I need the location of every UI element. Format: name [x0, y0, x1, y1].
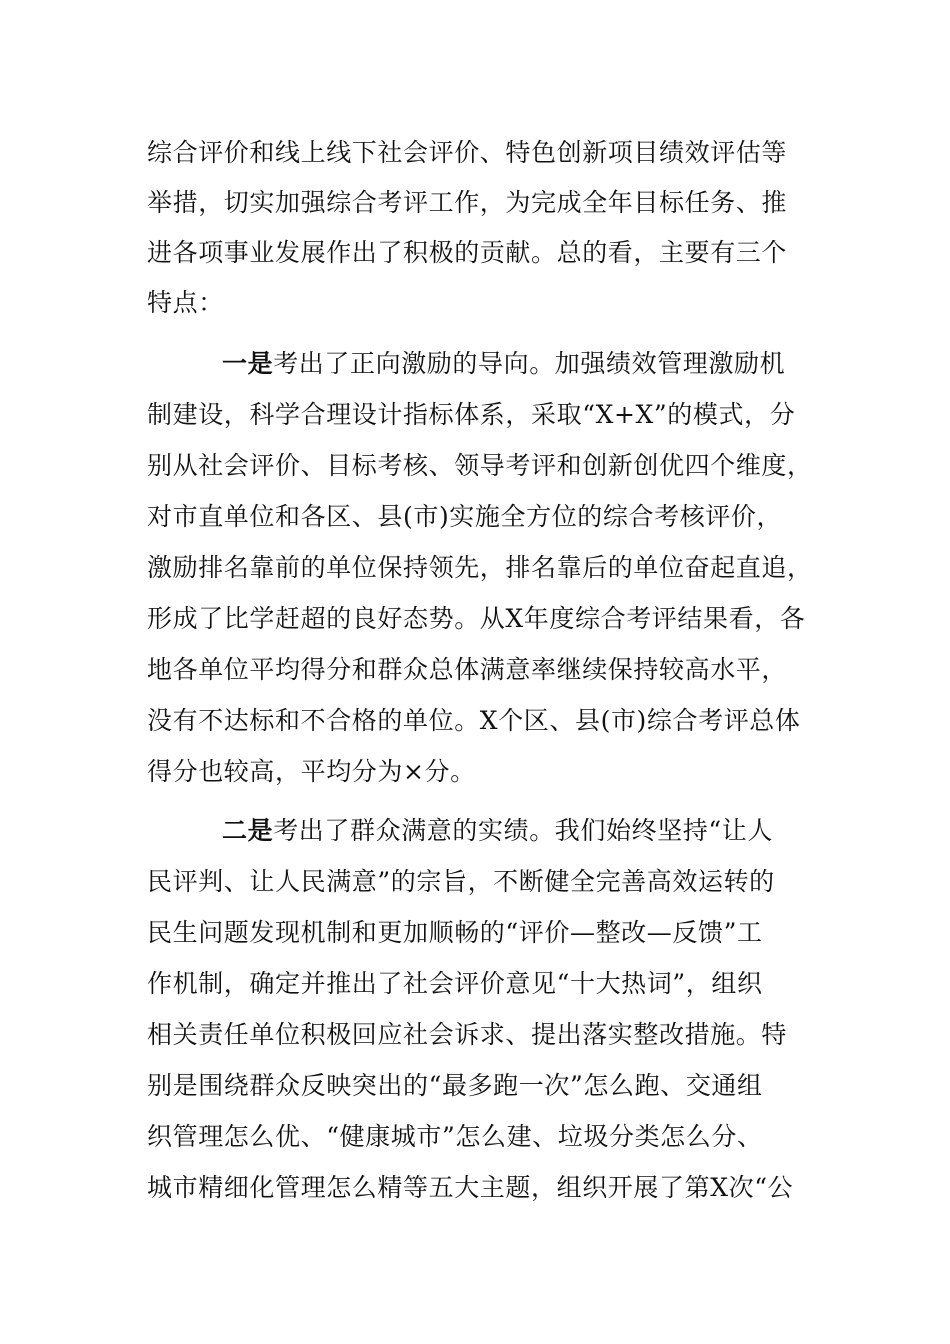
- paragraph-2-line-9: 得分也较高，平均分为×分。: [147, 757, 476, 786]
- paragraph-3-line-4: 作机制，确定并推出了社会评价意见“十大热词”，组织: [147, 969, 763, 998]
- paragraph-1-line-4: 特点：: [147, 288, 224, 317]
- paragraph-3-line-3: 民生问题发现机制和更加顺畅的“评价—整改—反馈”工: [147, 918, 763, 947]
- paragraph-3-line-6: 别是围绕群众反映突出的“最多跑一次”怎么跑、交通组: [147, 1071, 763, 1100]
- paragraph-2-lead: 一是: [222, 349, 274, 378]
- paragraph-3-line-1-text: 考出了群众满意的实绩。我们始终坚持“让人: [273, 816, 773, 845]
- paragraph-2-line-6: 形成了比学赶超的良好态势。从X年度综合考评结果看，各: [147, 604, 806, 633]
- paragraph-2-line-1: [222, 349, 785, 379]
- paragraph-2-line-5: 激励排名靠前的单位保持领先，排名靠后的单位奋起直追，: [147, 553, 813, 582]
- paragraph-2-line-7: 地各单位平均得分和群众总体满意率继续保持较高水平，: [147, 655, 788, 684]
- paragraph-2-line-1-text: 考出了正向激励的导向。加强绩效管理激励机: [273, 349, 786, 378]
- paragraph-3-lead: 二是: [222, 816, 274, 845]
- paragraph-3-line-1: [222, 816, 773, 846]
- paragraph-3-line-7: 织管理怎么优、“健康城市”怎么建、垃圾分类怎么分、: [147, 1122, 763, 1151]
- paragraph-1-line-1: 综合评价和线上线下社会评价、特色创新项目绩效评估等: [147, 138, 788, 167]
- paragraph-1-line-3: 进各项事业发展作出了积极的贡献。总的看，主要有三个: [147, 238, 788, 267]
- paragraph-2-line-8: 没有不达标和不合格的单位。X个区、县(市)综合考评总体: [147, 706, 801, 735]
- paragraph-2-line-4: 对市直单位和各区、县(市)实施全方位的综合考核评价，: [147, 502, 783, 531]
- paragraph-1-line-2: 举措，切实加强综合考评工作，为完成全年目标任务、推: [147, 188, 788, 217]
- paragraph-2-line-2: 制建设，科学合理设计指标体系，采取“X+X”的模式，分: [147, 400, 796, 429]
- paragraph-3-line-5: 相关责任单位积极回应社会诉求、提出落实整改措施。特: [147, 1020, 788, 1049]
- paragraph-3-line-8: 城市精细化管理怎么精等五大主题，组织开展了第X次“公: [147, 1173, 794, 1202]
- paragraph-2-line-3: 别从社会评价、目标考核、领导考评和创新创优四个维度，: [147, 451, 813, 480]
- paragraph-3-line-2: 民评判、让人民满意”的宗旨，不断健全完善高效运转的: [147, 867, 775, 896]
